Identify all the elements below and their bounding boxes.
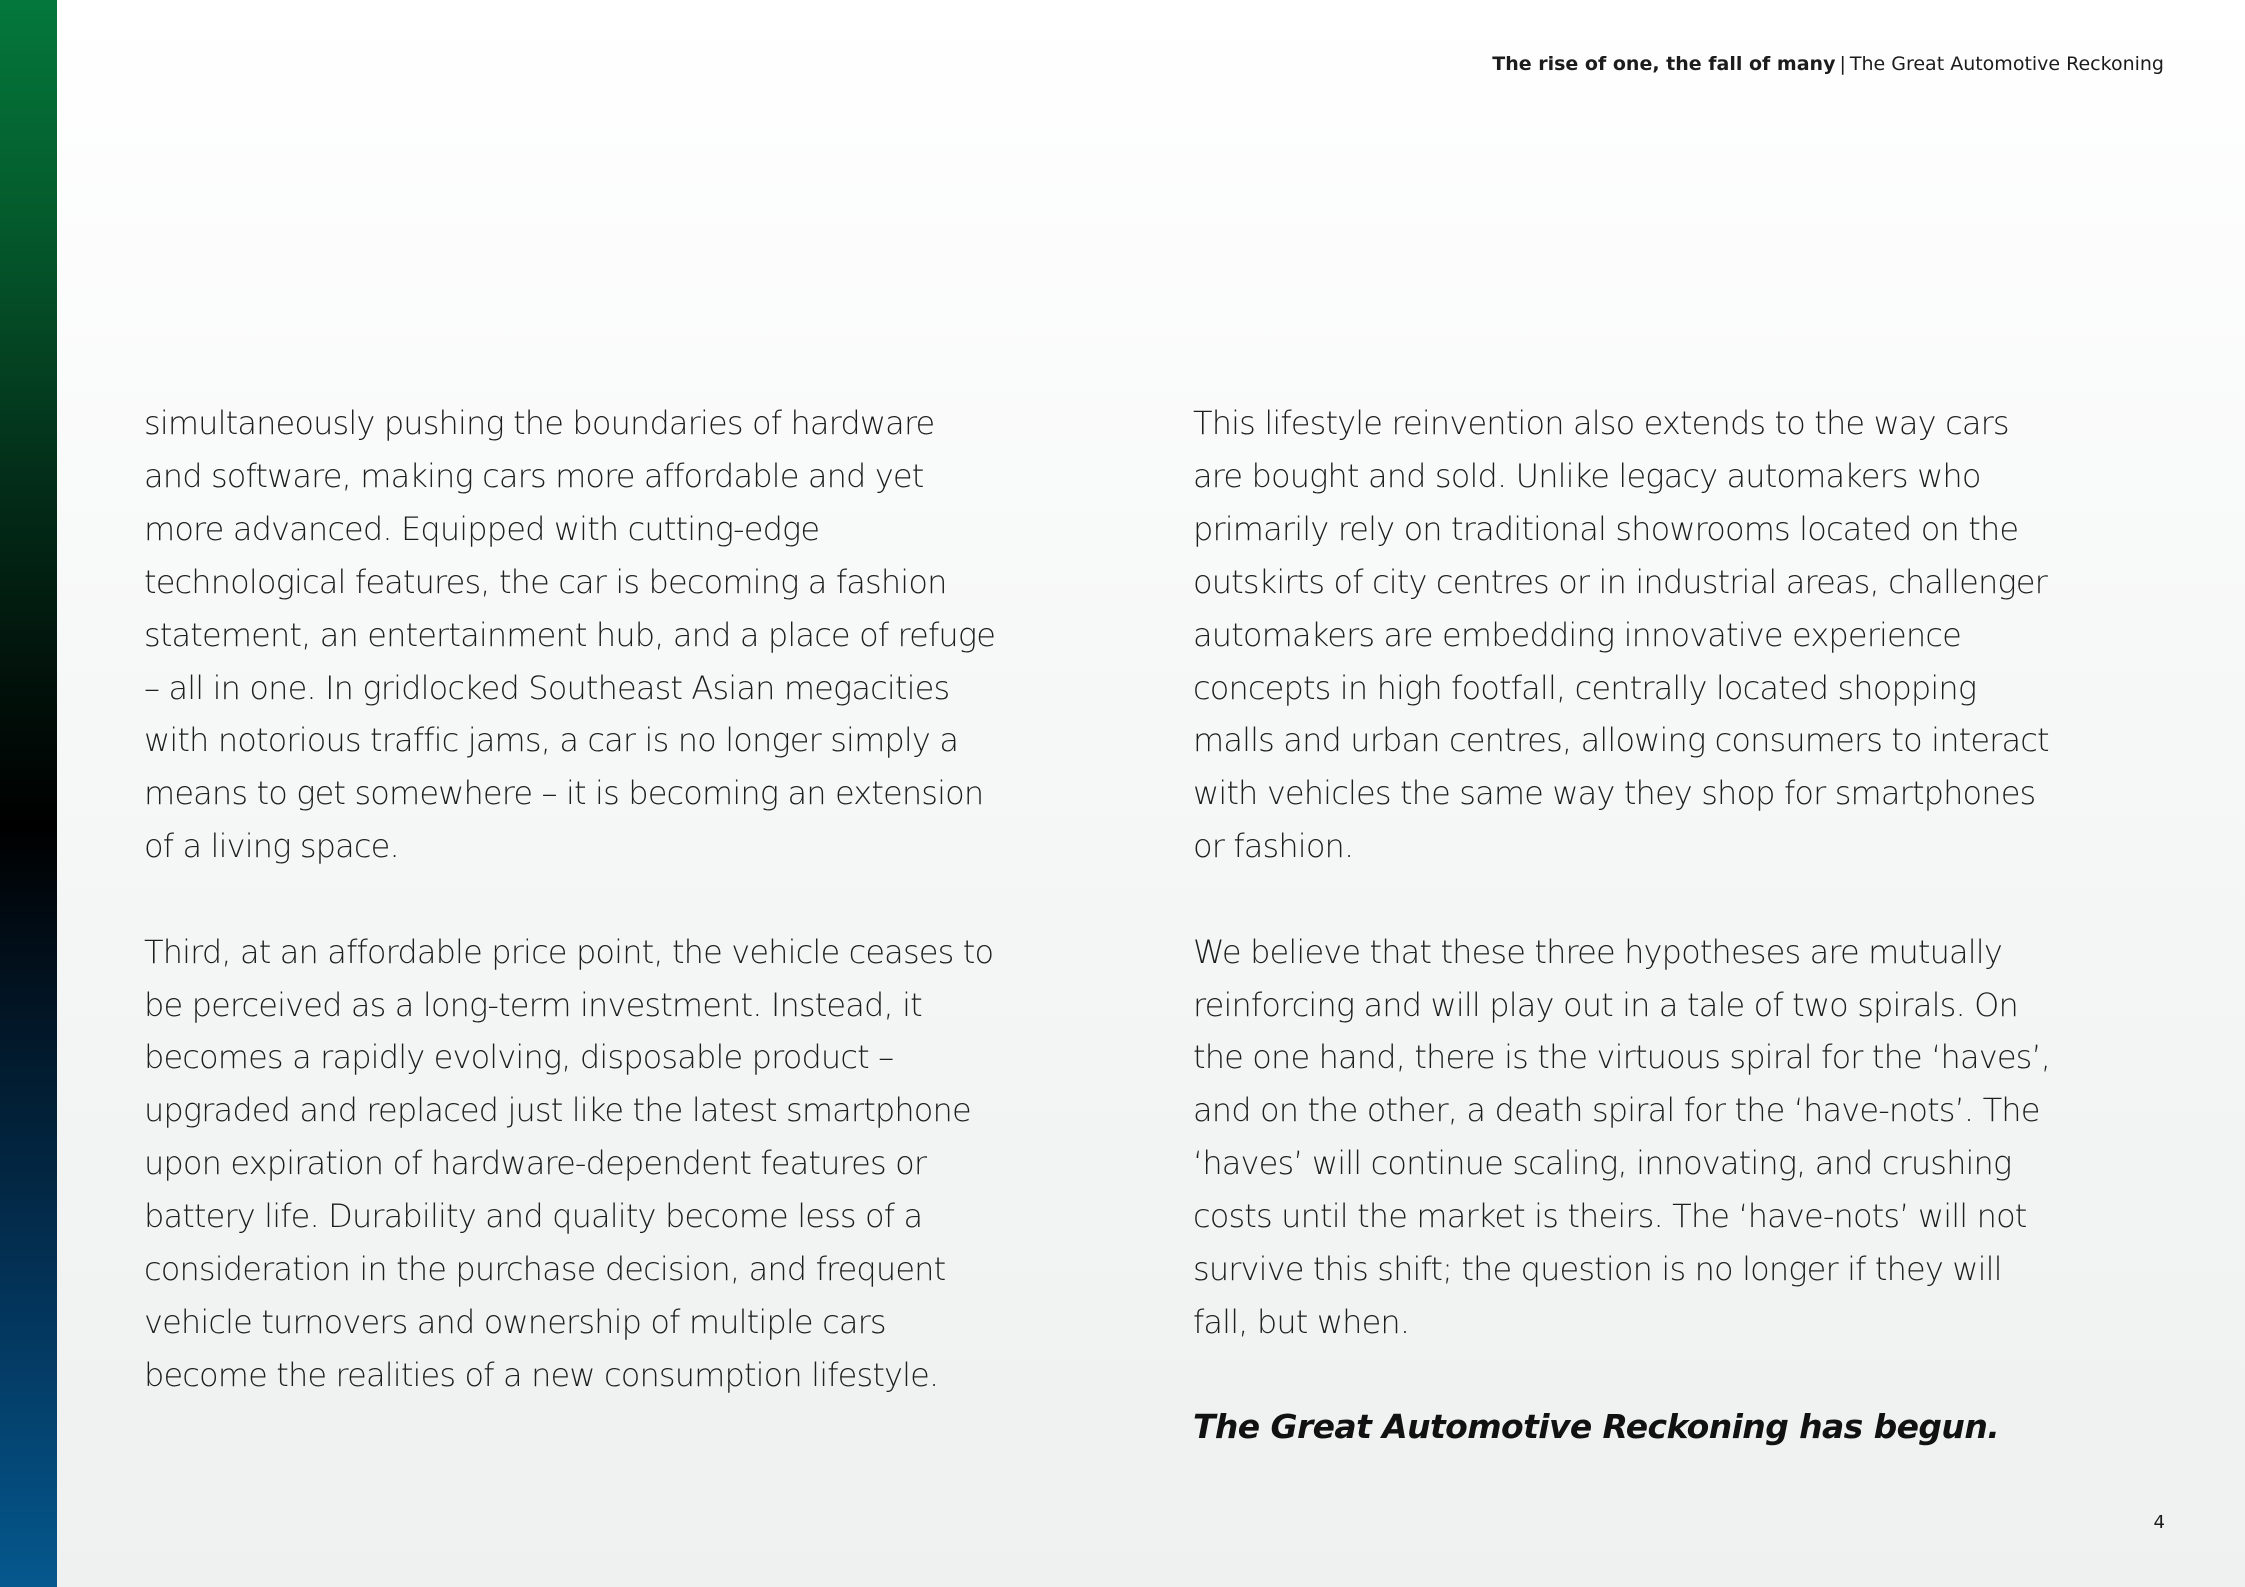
body-paragraph: We believe that these three hypotheses are mutually reinforcing and will play out in a tale of two spirals. On the one hand, there is the virtuous spiral for the ‘haves’, and on the other, a death spiral for the ‘have-nots’. The ‘haves’ will continue scaling, innovating, and crushing costs until the market is theirs. The ‘have-nots’ will not survive this shift; the question is no longer if they will fall, but when. bbox=[1193, 932, 2051, 1341]
body-paragraph: This lifestyle reinvention also extends to the way cars are bought and sold. Unlike legacy automakers who primarily rely on traditional showrooms located on the outskirts of city centres or in industrial areas, challenger automakers are embedding innovative experience concepts in high footfall, centrally located shopping malls and urban centres, allowing consumers to interact with vehicles the same way they shop for smartphones or fashion. bbox=[1193, 404, 2049, 866]
left-text-column bbox=[144, 397, 1134, 1454]
body-paragraph: Third, at an affordable price point, the vehicle ceases to be perceived as a long-term investment. Instead, it becomes a rapidly evolving, disposable product – upgraded and replaced just like the latest smartphone upon expiration of hardware-dependent features or battery life. Durability and quality become less of a consideration in the purchase decision, and frequent vehicle turnovers and ownership of multiple cars become the realities of a new consumption lifestyle. bbox=[144, 932, 994, 1394]
header-separator: | bbox=[1839, 53, 1846, 75]
closing-statement: The Great Automotive Reckoning has begun. bbox=[1193, 1407, 2000, 1447]
body-paragraph: simultaneously pushing the boundaries of hardware and software, making cars more affordable and yet more advanced. Equipped with cutting-edge technological features, the car is becoming a fashion statement, an entertainment hub, and a place of refuge – all in one. In gridlocked Southeast Asian megacities with notorious traffic jams, a car is no longer simply a means to get somewhere – it is becoming an extension of a living space. bbox=[144, 404, 996, 866]
decorative-side-bar bbox=[0, 0, 57, 1587]
running-header bbox=[1492, 51, 2164, 77]
header-report-title: The rise of one, the fall of many bbox=[1492, 53, 1836, 75]
header-report-subtitle: The Great Automotive Reckoning bbox=[1849, 53, 2164, 75]
page-number: 4 bbox=[2153, 1512, 2165, 1533]
right-text-column bbox=[1193, 397, 2183, 1454]
